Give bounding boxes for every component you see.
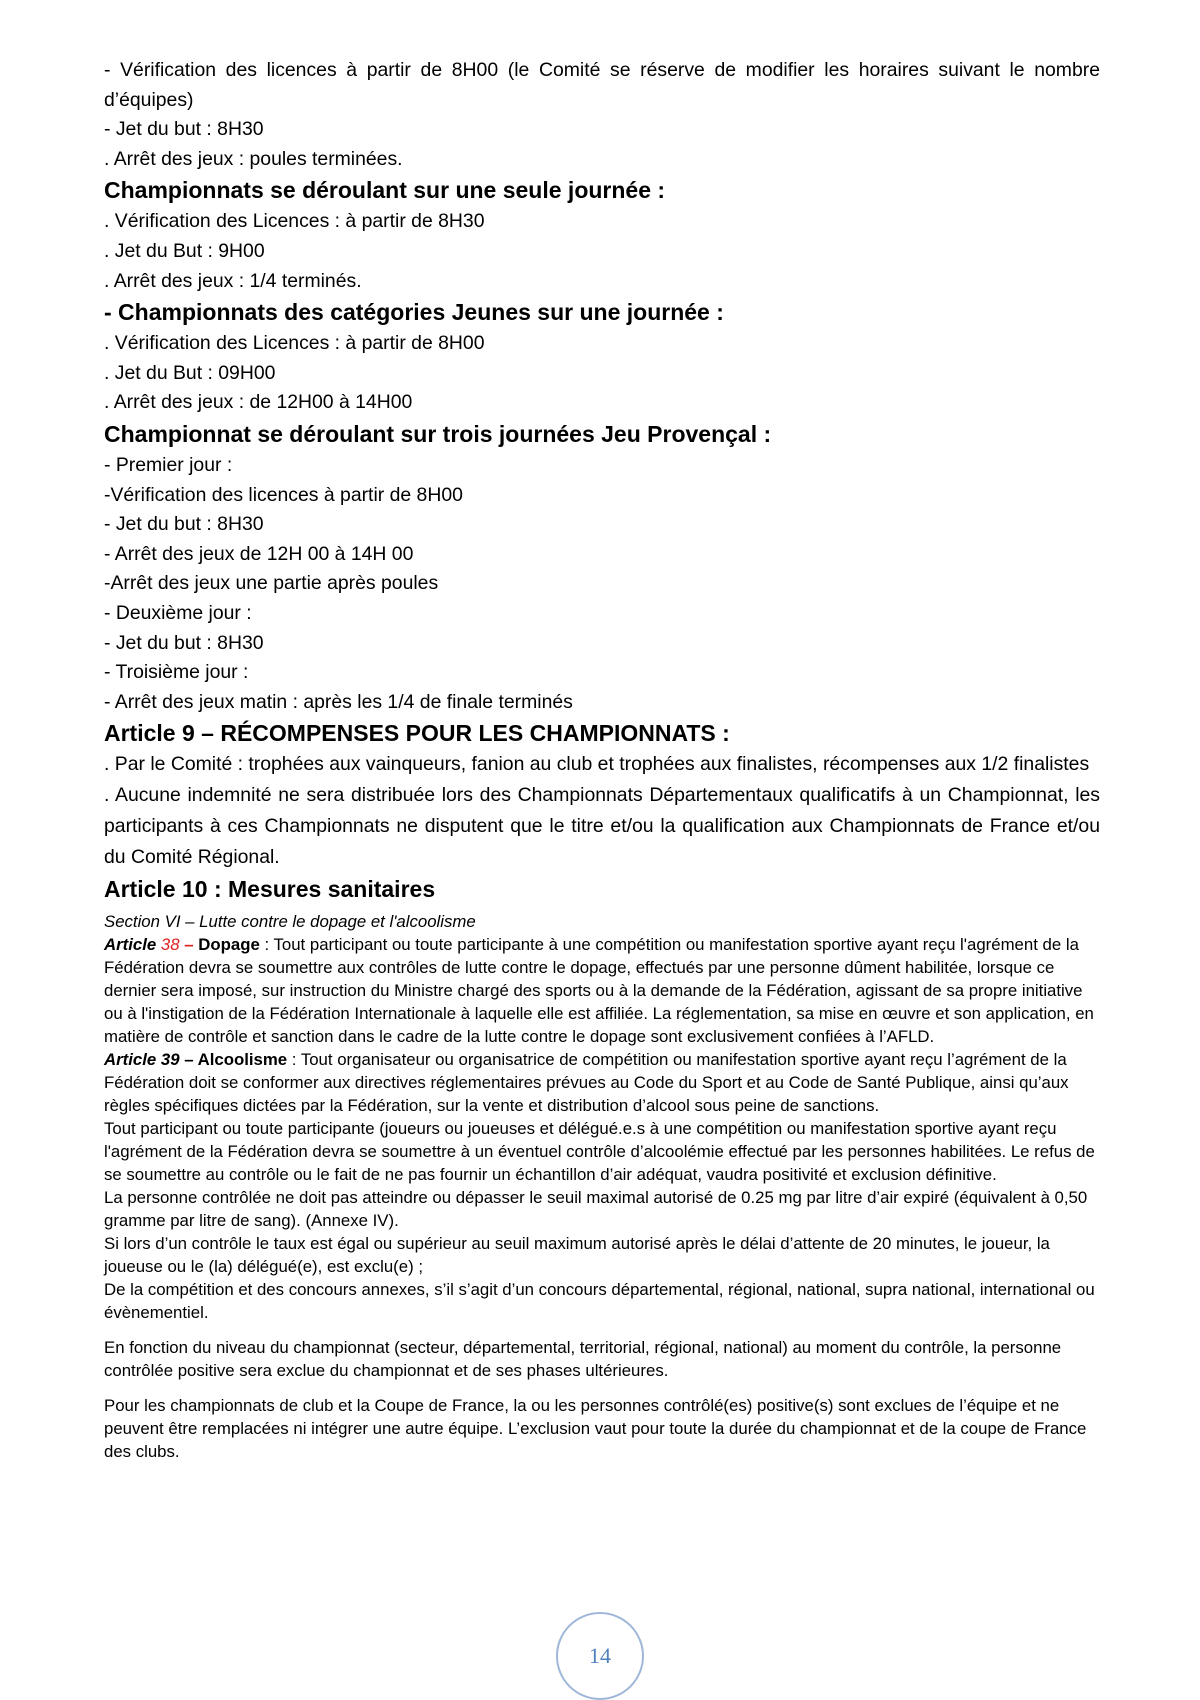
text-line: - Arrêt des jeux de 12H 00 à 14H 00 xyxy=(104,542,414,565)
article-39-paragraph xyxy=(104,1048,1100,1117)
paragraph: Si lors d’un contrôle le taux est égal ou supérieur au seuil maximum autorisé après le délai d’attente de 20 minutes, le joueur, la joueuse ou le (la) délégué(e), est exclu(e) ; xyxy=(104,1233,1050,1276)
schedule-youth xyxy=(104,329,1100,418)
article-9-heading: Article 9 – RÉCOMPENSES POUR LES CHAMPIONNATS : xyxy=(104,720,730,747)
text-line: . Arrêt des jeux : poules terminées. xyxy=(104,147,403,170)
article-38-text: : Tout participant ou toute participante à une compétition ou manifestation sportive ayant reçu l'agrément de la Fédération devra se soumettre aux contrôles de lutte contre le dopage, effectués par une personne dûment habilitée, lorsque ce dernier sera imposé, sur instruction du Ministre chargé des sports ou à la demande de la Fédération, agissant de sa propre initiative ou à l'instigation de la Fédération Internationale à laquelle elle est affiliée. La réglementation, sa mise en œuvre et son application, en matière de contrôle et sanction dans le cadre de la lutte contre le dopage sont exclusivement confiées à l’AFLD. xyxy=(104,934,1094,1046)
text-line: - Deuxième jour : xyxy=(104,601,252,624)
article-38-number: 38 xyxy=(160,934,180,954)
paragraph: De la compétition et des concours annexes, s’il s’agit d’un concours départemental, régional, national, supra national, international ou évènementiel. xyxy=(104,1279,1095,1322)
article-39-text: : Tout organisateur ou organisatrice de compétition ou manifestation sportive ayant reçu l’agrément de la Fédération doit se conformer aux directives réglementaires prévues au Code du Sport et au Code de Santé Publique, ainsi qu’aux règles spécifiques dictées par la Fédération, sur la vente et distribution d’alcool sous peine de sanctions. xyxy=(104,1049,1069,1115)
page-number: 14 xyxy=(589,1643,611,1668)
document-page xyxy=(104,56,1100,1463)
page-number-badge xyxy=(556,1612,644,1700)
section-subtitle: Section VI – Lutte contre le dopage et l'alcoolisme xyxy=(104,911,476,931)
text-line: -Arrêt des jeux une partie après poules xyxy=(104,572,439,595)
text-line: -Vérification des licences à partir de 8H00 xyxy=(104,483,463,506)
text-line: - Jet du but : 8H30 xyxy=(104,631,264,654)
article-38-dash: – xyxy=(179,934,199,954)
article-9-body xyxy=(104,750,1100,873)
section-heading-three-days: Championnat se déroulant sur trois journées Jeu Provençal : xyxy=(104,420,772,447)
text-line: . Arrêt des jeux : 1/4 terminés. xyxy=(104,269,362,292)
article-10-body xyxy=(104,910,1100,1463)
text-line: - Jet du but : 8H30 xyxy=(104,513,264,536)
article-10-heading: Article 10 : Mesures sanitaires xyxy=(104,875,436,902)
paragraph: En fonction du niveau du championnat (secteur, départemental, territorial, régional, national) au moment du contrôle, la personne contrôlée positive sera exclue du championnat et de ses phases ultérieures. xyxy=(104,1337,1062,1380)
text-line: . Vérification des Licences : à partir de 8H00 xyxy=(104,332,485,355)
text-line: - Troisième jour : xyxy=(104,661,249,684)
paragraph: Tout participant ou toute participante (joueurs ou joueuses et délégué.e.s à une compétition ou manifestation sportive ayant reçu l'agrément de la Fédération devra se soumettre à un éventuel contrôle d’alcoolémie effectué par les personnes habilitées. Le refus de se soumettre au contrôle ou le fait de ne pas fournir un échantillon d’air adéquat, vaudra positivité et exclusion définitive. xyxy=(104,1118,1095,1184)
article-39-keyword: Alcoolisme xyxy=(197,1049,288,1069)
article-38-label: Article xyxy=(104,934,157,954)
text-line: - Vérification des licences à partir de 8H00 (le Comité se réserve de modifier les horaires suivant le nombre d’équipes) xyxy=(104,59,1100,111)
text-line: . Jet du But : 9H00 xyxy=(104,239,265,262)
text-line: . Jet du But : 09H00 xyxy=(104,361,276,384)
schedule-three-days xyxy=(104,451,1100,717)
paragraph: La personne contrôlée ne doit pas atteindre ou dépasser le seuil maximal autorisé de 0.25 mg par litre d’air expiré (équivalent à 0,50 gramme par litre de sang). (Annexe IV). xyxy=(104,1187,1088,1230)
paragraph: . Aucune indemnité ne sera distribuée lors des Championnats Départementaux qualificatifs à un Championnat, les participants à ces Championnats ne disputent que le titre et/ou la qualification aux Championnats de France et/ou du Comité Régional. xyxy=(104,783,1100,868)
text-line: . Arrêt des jeux : de 12H00 à 14H00 xyxy=(104,391,413,414)
text-line: . Vérification des Licences : à partir de 8H30 xyxy=(104,210,485,233)
article-39-label: Article 39 xyxy=(104,1049,180,1069)
article-38-paragraph xyxy=(104,933,1100,1048)
article-39-dash: – xyxy=(179,1049,198,1069)
section-heading-one-day: Championnats se déroulant sur une seule journée : xyxy=(104,177,666,204)
text-line: - Premier jour : xyxy=(104,453,233,476)
paragraph: . Par le Comité : trophées aux vainqueurs, fanion au club et trophées aux finalistes, récompenses aux 1/2 finalistes xyxy=(104,753,1090,776)
paragraph: Pour les championnats de club et la Coupe de France, la ou les personnes contrôlé(es) positive(s) sont exclues de l’équipe et ne peuvent être remplacées ni intégrer une autre équipe. L’exclusion vaut pour toute la durée du championnat et de la coupe de France des clubs. xyxy=(104,1395,1087,1461)
schedule-intro xyxy=(104,56,1100,174)
section-heading-youth: - Championnats des catégories Jeunes sur une journée : xyxy=(104,299,724,326)
text-line: - Arrêt des jeux matin : après les 1/4 de finale terminés xyxy=(104,690,573,713)
schedule-one-day xyxy=(104,207,1100,296)
article-38-keyword: Dopage xyxy=(198,934,260,954)
text-line: - Jet du but : 8H30 xyxy=(104,118,264,141)
